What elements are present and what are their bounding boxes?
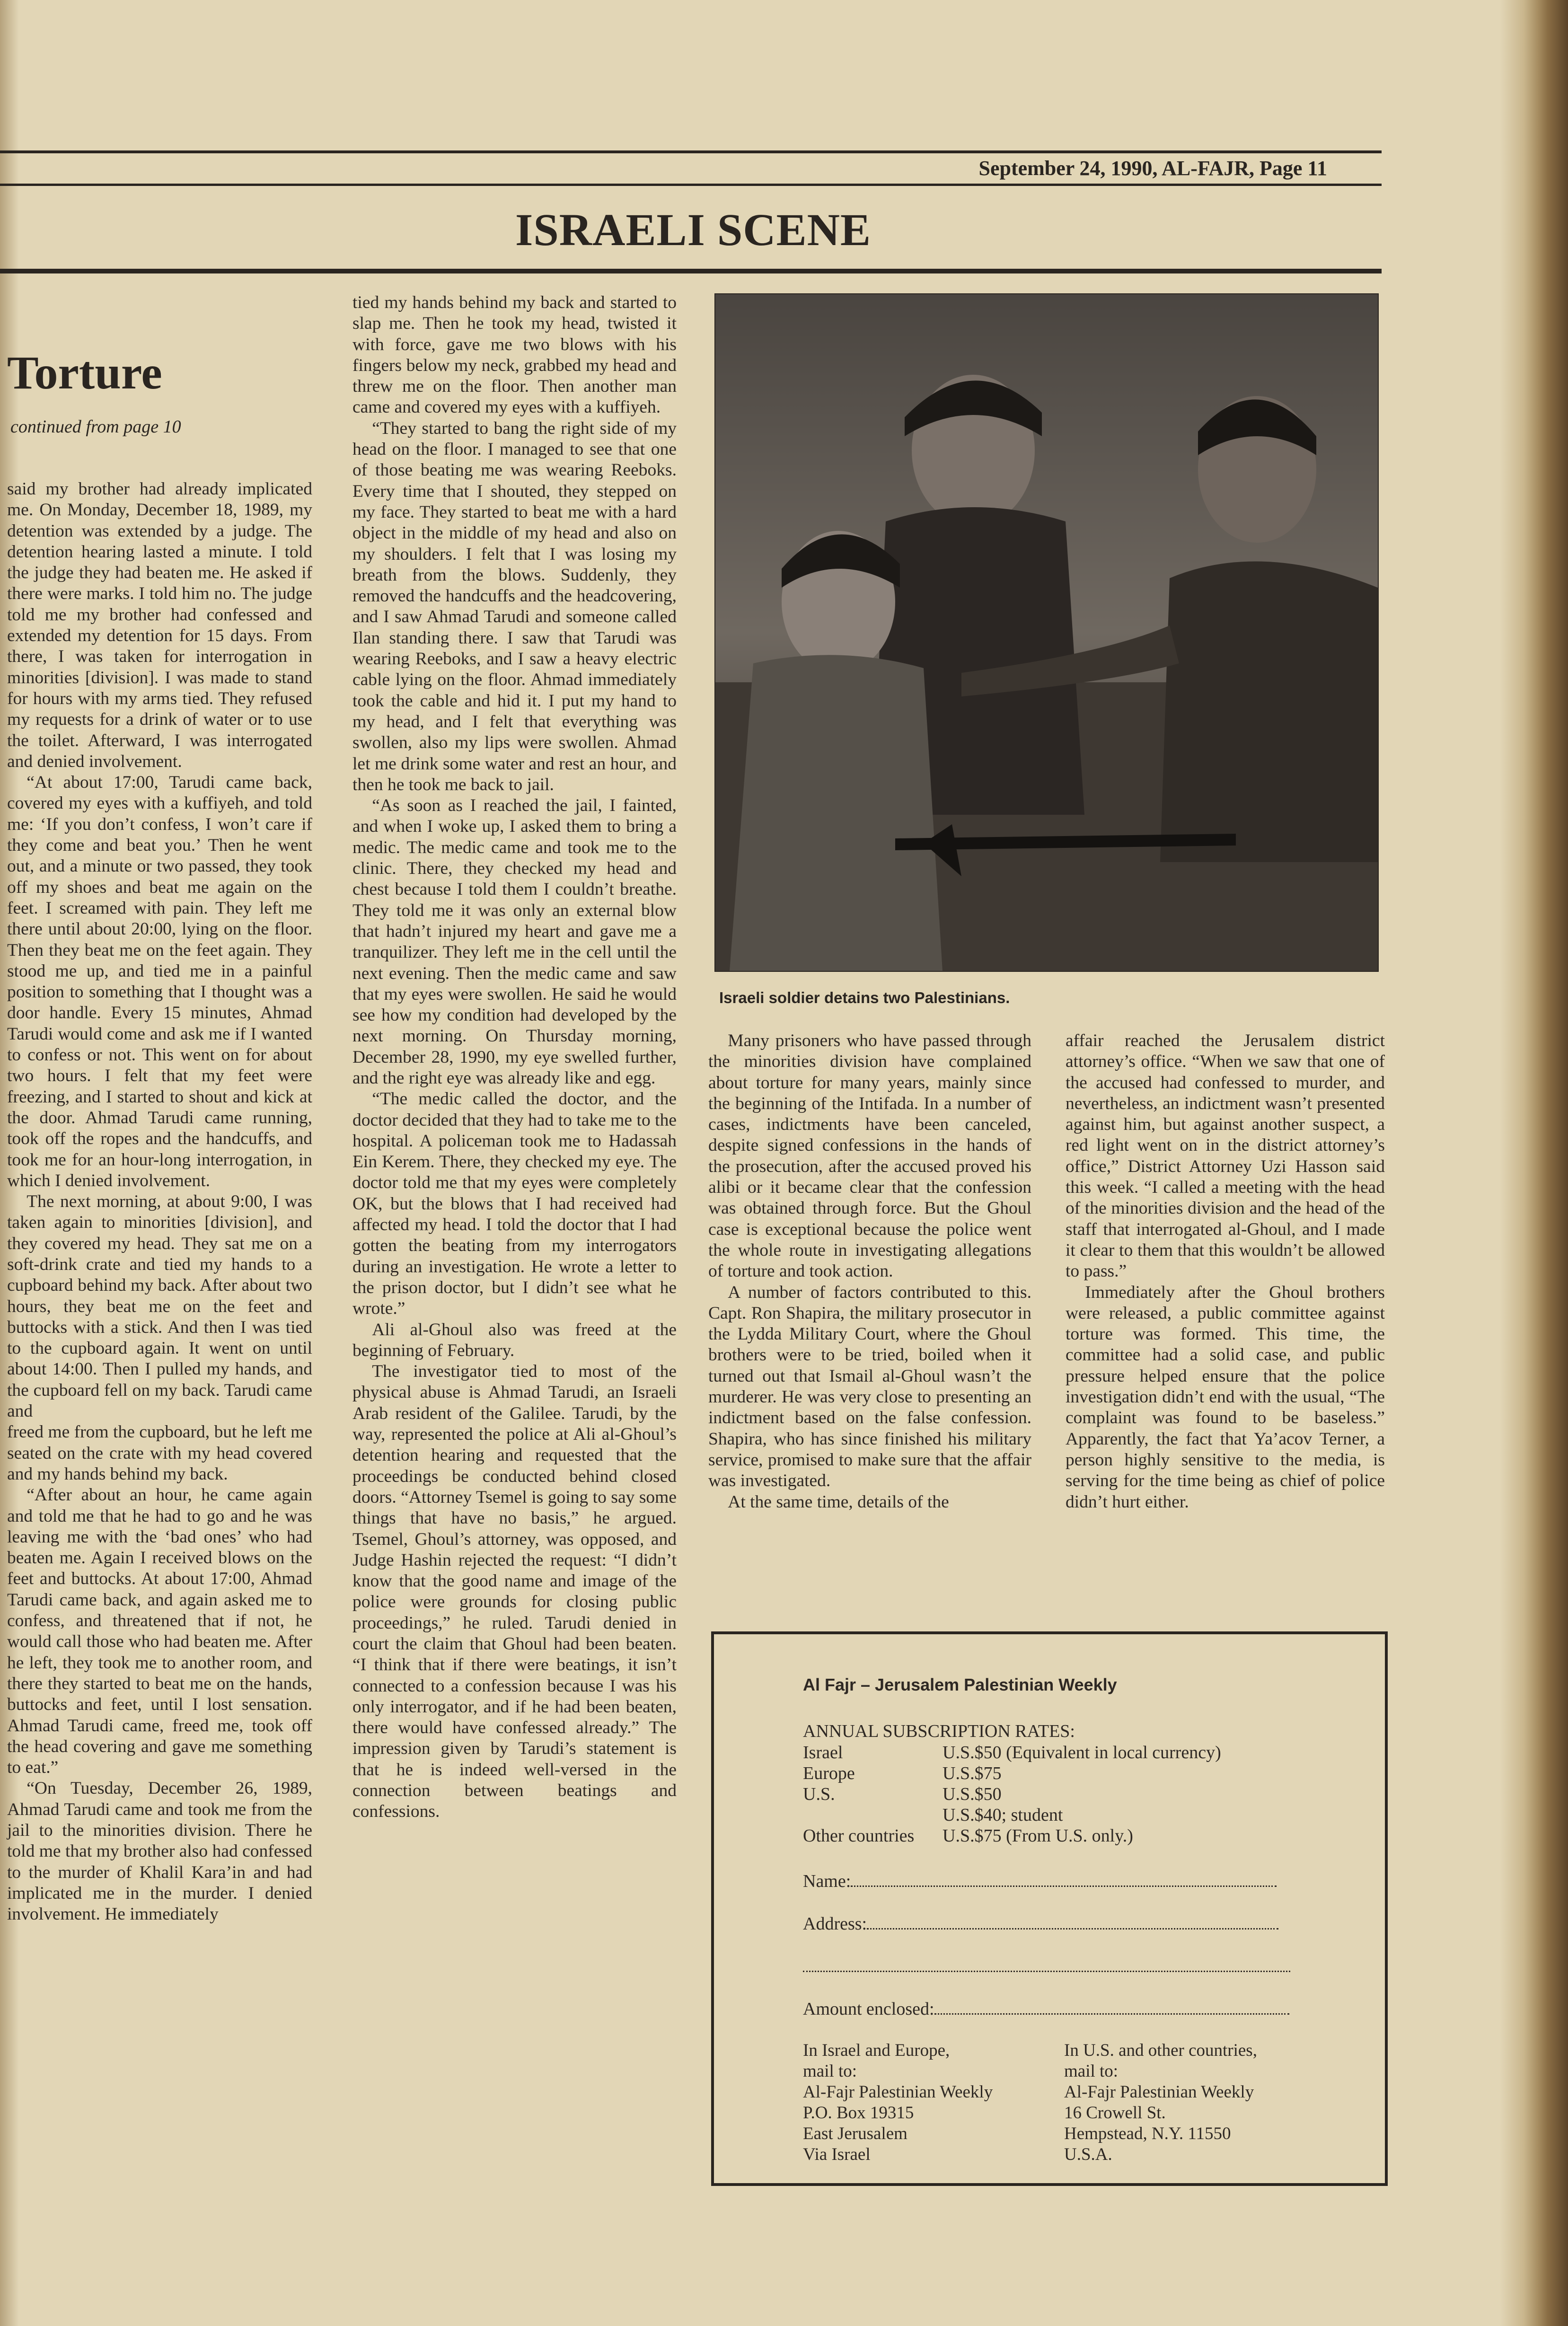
paragraph: said my brother had already implicated me. On Monday, December 18, 1989, my detention was extended by a judge. The detention hearing lasted a minute. I told the judge they had beaten me. He asked if there were marks. I told him no. The judge told me my brother had confessed and extended my detention for 15 days. From there, I was taken for interrogation in minorities [division]. I was made to stand for hours with my arms tied. They refused my requests for a drink of water or to use the toilet. Afterward, I was interrogated and denied involvement. (7, 479, 312, 771)
rate-region: Europe (803, 1763, 855, 1783)
rate-price: U.S.$40; student (943, 1805, 1063, 1825)
rate-price: U.S.$75 (From U.S. only.) (943, 1826, 1133, 1846)
article-column-4 (1066, 1031, 1385, 1513)
paragraph: Ali al-Ghoul also was freed at the beginning of February. (352, 1320, 677, 1360)
paragraph: “As soon as I reached the jail, I fainted, and when I woke up, I asked them to bring a medic. The medic came and took me to the clinic. There, they checked my head and chest because I told them I couldn’t breathe. They told me it was only an external blow that hadn’t injured my heart and gave me a tranquilizer. They left me in the cell until the next evening. Then the medic came and saw that my eyes were swollen. He said he would see how my condition had developed by the next morning. On Thursday morning, December 28, 1990, my eye swelled further, and the right eye was already like and egg. (352, 796, 677, 1088)
address-line: Al-Fajr Palestinian Weekly (803, 2082, 993, 2102)
article-column-2 (352, 292, 677, 1823)
us-address (1064, 2040, 1257, 2165)
rates-heading: ANNUAL SUBSCRIPTION RATES: (803, 1721, 1075, 1741)
dateline: September 24, 1990, AL-FAJR, Page 11 (978, 157, 1327, 180)
address-line: mail to: (1064, 2062, 1119, 2081)
address-line: mail to: (803, 2062, 857, 2081)
rate-price: U.S.$75 (943, 1763, 1002, 1783)
paragraph: A number of factors contributed to this. Capt. Ron Shapira, the military prosecutor in the Lydda Military Court, where the Ghoul brothers were to be tried, boiled when it turned out that Ismail al-Ghoul wasn’t the murderer. He was very close to presenting an indictment based on the false confession. Shapira, who has since finished his military service, promised to make sure that the affair was investigated. (708, 1282, 1031, 1491)
header-top-rule (0, 150, 1382, 153)
rate-row (803, 1784, 1221, 1805)
rate-region: Other countries (803, 1826, 915, 1846)
paragraph: “They started to bang the right side of my head on the floor. I managed to see that one of those beating me was wearing Reeboks. Every time that I shouted, they stepped on my face. They started to beat me with a hard object in the middle of my head and also on my shoulders. I felt that I was losing my breath from the blows. Suddenly, they removed the handcuffs and the headcovering, and I saw Ahmad Tarudi and someone called Ilan standing there. I saw that Tarudi was wearing Reeboks, and I saw a heavy electric cable lying on the floor. Ahmad immediately took the cable and hid it. I put my hand to my head, and I felt that everything was swollen, also my lips were swollen. Ahmad let me drink some water and rest an hour, and then he took me back to jail. (352, 418, 677, 794)
paragraph: At the same time, details of the (728, 1492, 949, 1512)
section-title: ISRAELI SCENE (515, 204, 871, 255)
address-line: P.O. Box 19315 (803, 2103, 914, 2123)
address-line: U.S.A. (1064, 2145, 1112, 2164)
page-edge-stack (1500, 0, 1568, 2326)
rate-row (803, 1742, 1221, 1763)
paragraph: Immediately after the Ghoul brothers were released, a public committee against torture was formed. This time, the committee had a solid case, and public pressure helped ensure that the police investigation didn’t end with the usual, “The complaint was found to be baseless.” Apparently, the fact that Ya’acov Terner, a person highly sensitive to the media, is serving for the time being as chief of police didn’t hurt either. (1066, 1282, 1385, 1512)
amount-label: Amount enclosed: (803, 1999, 934, 2019)
address-line: In U.S. and other countries, (1064, 2041, 1257, 2060)
address-line: East Jerusalem (803, 2124, 907, 2143)
article-column-3 (708, 1031, 1031, 1513)
subscription-box (711, 1631, 1388, 2186)
paragraph: tied my hands behind my back and started to slap me. Then he took my head, twisted it with force, gave me two blows with his fingers below my neck, grabbed my head and threw me on the floor. Then another man came and covered my eyes with a kuffiyeh. (352, 293, 677, 417)
rate-row (803, 1825, 1221, 1846)
amount-field[interactable] (803, 1999, 1289, 2019)
address-line: 16 Crowell St. (1064, 2103, 1166, 2123)
paragraph: “At about 17:00, Tarudi came back, covered my eyes with a kuffiyeh, and told me: ‘If you don’t confess, I won’t care if they come and beat you.’ Then he went out, and a minute or two passed, they took off my shoes and beat me again on the feet. I screamed with pain. They left me there until about 20:00, lying on the floor. Then they beat me on the feet again. They stood me up, and tied me in a painful position to something that I thought was a door handle. Every 15 minutes, Ahmad Tarudi would come and ask me if I wanted to confess or not. This went on for about two hours. I felt that my feet were freezing, and I started to shout and kick at the door. Ahmad Tarudi came running, took off the ropes and the handcuffs, and took me for an hour-long interrogation, in which I denied involvement. (7, 773, 312, 1190)
address-line[interactable] (867, 1914, 1278, 1930)
name-line[interactable] (851, 1871, 1277, 1887)
article-column-1 (7, 479, 312, 1925)
subscription-title: Al Fajr – Jerusalem Palestinian Weekly (803, 1675, 1117, 1694)
address-line: Via Israel (803, 2145, 871, 2164)
address-field-line-2[interactable] (803, 1956, 1290, 1977)
rate-row (803, 1805, 1221, 1825)
rates-table (803, 1742, 1221, 1846)
paragraph: The investigator tied to most of the physical abuse is Ahmad Tarudi, an Israeli Arab resident of the Galilee. Tarudi, by the way, represented the police at Ali al-Ghoul’s detention hearing and requested that the proceedings be conducted behind closed doors. “Attorney Tsemel is going to say some things that have no basis,” he argued. Tsemel, Ghoul’s attorney, was opposed, and Judge Hashin rejected the request: “I didn’t know that the good name and image of the police were grounds for closing public proceedings,” he ruled. Tarudi denied in court the claim that Ghoul had been beaten. “I think that if there were beatings, it isn’t connected to a confession because I was his only interrogator, and if he had been beaten, there would have confessed already.” The impression given by Tarudi’s statement is that he is indeed well-versed in the connection between beatings and confessions. (352, 1362, 677, 1822)
section-rule (0, 269, 1382, 273)
continued-note: continued from page 10 (10, 417, 181, 437)
address-label: Address: (803, 1914, 867, 1934)
paragraph: “On Tuesday, December 26, 1989, Ahmad Tarudi came and took me from the jail to the minorities division. There he told me that my brother also had confessed to the murder of Khalil Kara’in and had implicated me in the murder. I denied involvement. He immediately (7, 1779, 312, 1924)
paragraph: “After about an hour, he came again and told me that he had to go and he was leaving me with the ‘bad ones’ who had beaten me. Again I received blows on the feet and buttocks. At about 17:00, Ahmad Tarudi came back, and again asked me to confess, and threatened that if not, he would call those who had beaten me. After he left, they took me to another room, and there they started to beat me on the hands, buttocks and feet, until I lost sensation. Ahmad Tarudi came, freed me, took off the head covering and gave me something to eat.” (7, 1485, 312, 1778)
photo-caption: Israeli soldier detains two Palestinians. (719, 989, 1010, 1006)
rate-row (803, 1763, 1221, 1784)
address-field[interactable] (803, 1913, 1278, 1934)
paragraph: The next morning, at about 9:00, I was taken again to minorities [division], and they covered my head. They sat me on a soft-drink crate and tied my hands to a cupboard behind my back. After about two hours, they beat me on the feet and buttocks with a stick. And then I was tied to the cupboard again. It went on until about 14:00. Then I pulled my hands, and the cupboard fell on my back. Tarudi came and (7, 1192, 312, 1421)
soldiers-photo-illustration (715, 294, 1378, 971)
address-line: Al-Fajr Palestinian Weekly (1064, 2082, 1254, 2102)
article-title: Torture (7, 346, 162, 399)
name-field[interactable] (803, 1871, 1277, 1892)
paragraph: Many prisoners who have passed through the minorities division have complained about torture for many years, mainly since the beginning of the Intifada. In a number of cases, indictments have been canceled, despite signed confessions in the hands of the prosecution, after the accused proved his alibi or it became clear that the confession was obtained through force. But the Ghoul case is exceptional because the police went the whole route in investigating allegations of torture and took action. (708, 1031, 1031, 1281)
israel-europe-address (803, 2040, 993, 2165)
name-label: Name: (803, 1871, 851, 1891)
address-line-2[interactable] (803, 1956, 1290, 1972)
rate-region: Israel (803, 1743, 843, 1762)
paragraph: affair reached the Jerusalem district attorney’s office. “When we saw that one of the accused had confessed to murder, and nevertheless, an indictment wasn’t presented against him, but against another suspect, a red light went on in the district attorney’s office,” District Attorney Uzi Hasson said this week. “I called a meeting with the head of the minorities division and the head of the staff that interrogated al-Ghoul, and I made it clear to them that this wouldn’t be allowed to pass.” (1066, 1031, 1385, 1281)
rate-price: U.S.$50 (Equivalent in local currency) (943, 1743, 1221, 1762)
amount-line[interactable] (934, 1999, 1289, 2015)
rate-region: U.S. (803, 1784, 835, 1804)
paragraph: “The medic called the doctor, and the doctor decided that they had to take me to the hospital. A policeman took me to Hadassah Ein Kerem. There, they checked my eye. The doctor told me that my eyes were completely OK, but the blows that I had received had affected my head. I told the doctor that I had gotten the beating from my interrogators during an investigation. He wrote a letter to the prison doctor, but I didn’t see what he wrote.” (352, 1089, 677, 1319)
rate-price: U.S.$50 (943, 1784, 1002, 1804)
address-line: Hempstead, N.Y. 11550 (1064, 2124, 1231, 2143)
rate-region (803, 1805, 943, 1825)
paragraph: freed me from the cupboard, but he left me seated on the crate with my head covered and my hands behind my back. (7, 1422, 312, 1484)
news-photo (714, 293, 1379, 972)
address-line: In Israel and Europe, (803, 2041, 950, 2060)
header-mid-rule (0, 184, 1382, 186)
